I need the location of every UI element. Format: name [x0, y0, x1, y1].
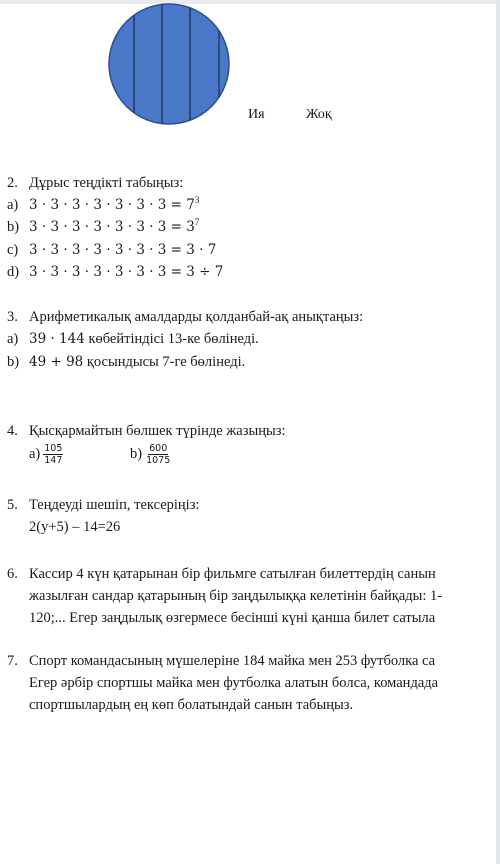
- q5-equation: 2(y+5) – 14=26: [29, 519, 121, 535]
- q6-line-1: 6. Кассир 4 күн қатарынан бір фильмге сатылған билеттердің санын: [7, 566, 436, 582]
- q5-number: 5.: [7, 497, 18, 513]
- q4-title: Қысқармайтын бөлшек түрінде жазыңыз:: [29, 423, 286, 439]
- q2-option-b: b) $3 \cdot 3 \cdot 3 \cdot 3 \cdot 3 \cdot 3 \cdot 3 = 3^7$: [7, 217, 200, 235]
- q4-heading: [7, 422, 285, 440]
- q5-heading: [7, 496, 199, 514]
- q2-number: 2.: [7, 175, 18, 191]
- q3-title: Арифметикалық амалдарды қолданбай-ақ анықтаңыз:: [29, 309, 364, 325]
- fraction-a: $\frac{105}{147}$: [44, 443, 63, 467]
- q3-option-a: a) 39 · 144 көбейтіндісі 13-ке бөлінеді.: [7, 331, 259, 347]
- circle-fill: [109, 4, 229, 124]
- q2-option-a: a) $3 \cdot 3 \cdot 3 \cdot 3 \cdot 3 \cdot 3 \cdot 3 = 7^3$: [7, 195, 200, 213]
- page-right-edge: [496, 0, 500, 864]
- q7-line-2: Егер әрбір спортшы майка мен футболка алатын болса, командада: [29, 675, 439, 691]
- q3-number: 3.: [7, 309, 18, 325]
- q2-option-c: c) 3 · 3 · 3 · 3 · 3 · 3 · 3 = 3 · 7: [7, 242, 217, 258]
- q3-option-b: b) 49 + 98 қосындысы 7-ге бөлінеді.: [7, 354, 246, 370]
- q4-option-a: a) $\frac{105}{147}$: [29, 443, 63, 467]
- q4-option-b: b) $\frac{600}{1075}$: [130, 443, 171, 467]
- q6-line-3: 120;... Егер заңдылық өзгермесе бесінші күні қанша билет сатыла: [29, 610, 436, 626]
- q7-line-3: спортшылардың ең көп болатындай санын табыңыз.: [29, 697, 354, 713]
- circle-diagram: [102, 2, 236, 126]
- q2-title: Дұрыс теңдікті табыңыз:: [29, 175, 184, 191]
- q2-option-d: d) 3 · 3 · 3 · 3 · 3 · 3 · 3 = 3 ÷ 7: [7, 264, 224, 280]
- page-top-edge: [0, 0, 500, 4]
- q5-title: Теңдеуді шешіп, тексеріңіз:: [29, 497, 200, 513]
- legend-yes: Ия: [248, 107, 265, 122]
- q3-heading: [7, 308, 363, 326]
- q7-line-1: 7. Спорт командасының мүшелеріне 184 майка мен 253 футболка са: [7, 653, 436, 669]
- fraction-b: $\frac{600}{1075}$: [146, 443, 171, 467]
- q2-heading: [7, 174, 183, 192]
- q4-number: 4.: [7, 423, 18, 439]
- q7-number: 7.: [7, 653, 18, 669]
- legend-no: Жоқ: [306, 107, 332, 122]
- q6-number: 6.: [7, 566, 18, 582]
- q6-line-2: жазылған сандар қатарының бір заңдылыққа келетінін байқады: 1-: [29, 588, 443, 604]
